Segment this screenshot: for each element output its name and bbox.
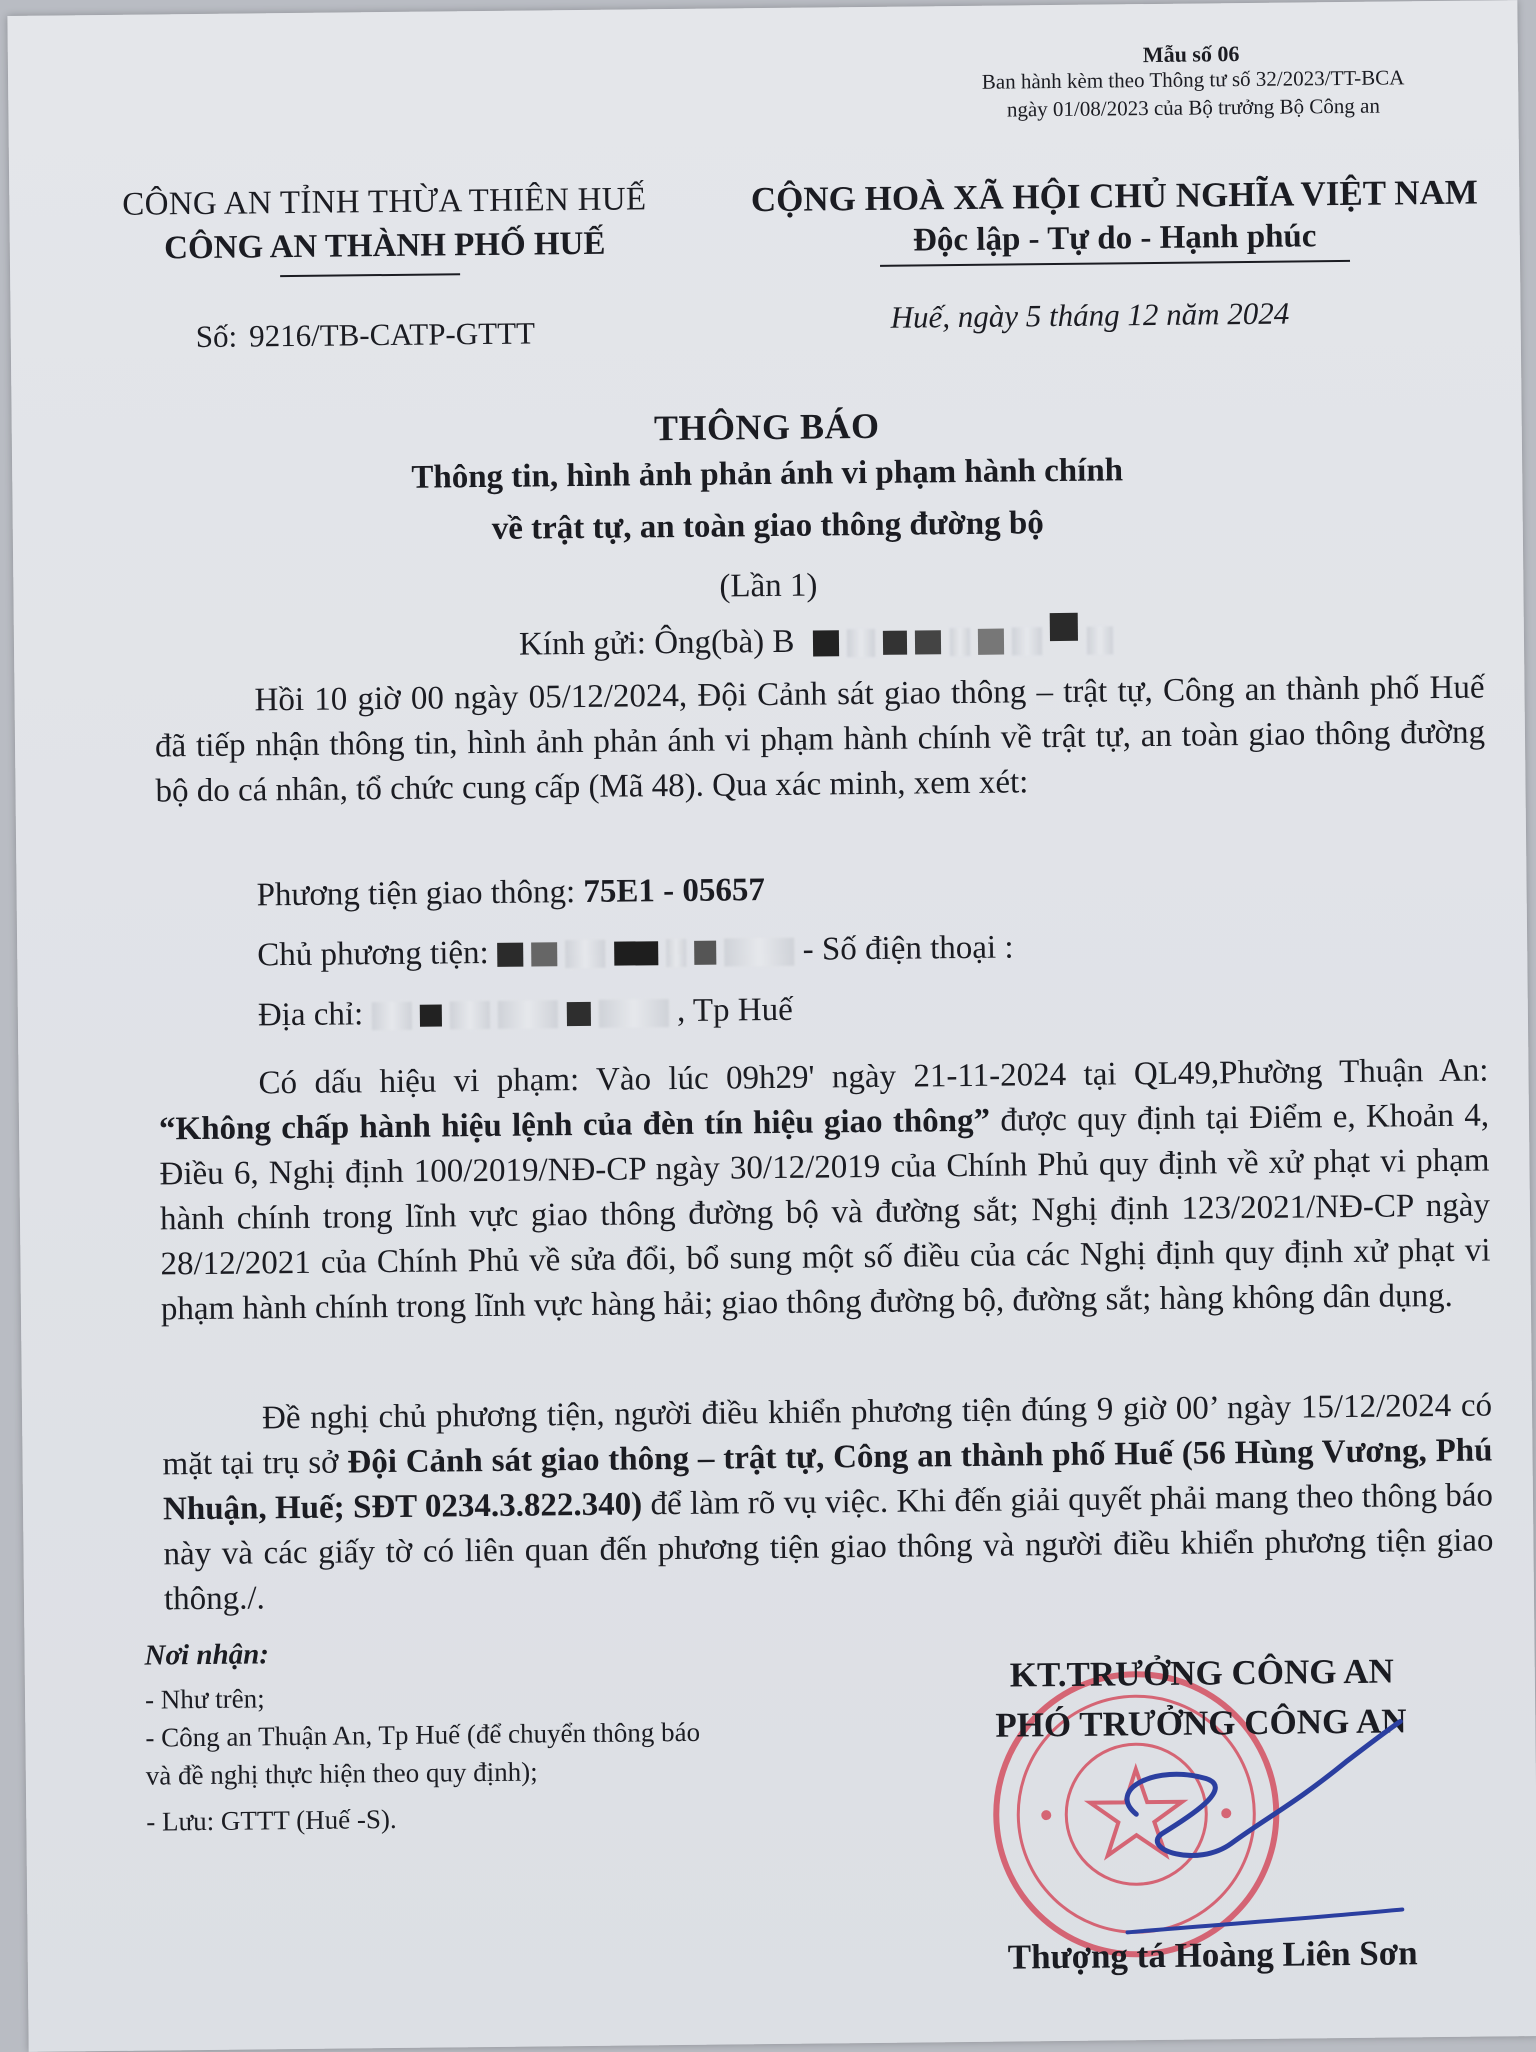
vehicle-label: Phương tiện giao thông: xyxy=(256,874,576,914)
motto-underline xyxy=(880,260,1350,267)
redacted-name xyxy=(802,620,1112,659)
address-label: Địa chỉ: xyxy=(257,996,364,1034)
document-number-value: 9216/TB-CATP-GTTT xyxy=(248,315,536,354)
place-date: Huế, ngày 5 tháng 12 năm 2024 xyxy=(890,295,1290,335)
national-title: CỘNG HOÀ XÃ HỘI CHỦ NGHĨA VIỆT NAM xyxy=(750,172,1478,220)
agency-underline xyxy=(280,273,460,277)
recipients-item: và đề nghị thực hiện theo quy định); xyxy=(145,1756,538,1791)
form-reference-line2: ngày 01/08/2023 của Bộ trưởng Bộ Công an xyxy=(1006,93,1381,122)
owner-field xyxy=(257,929,1014,974)
recipient-line xyxy=(519,620,1113,663)
signature-title-line1: KT.TRƯỞNG CÔNG AN xyxy=(1009,1651,1395,1695)
handwritten-signature xyxy=(1065,1691,1408,1955)
document-number-label: Số: xyxy=(195,318,238,355)
notice-count: (Lần 1) xyxy=(719,567,818,605)
document-title: THÔNG BÁO xyxy=(653,405,880,449)
address-city: , Tp Huế xyxy=(676,991,793,1030)
violation-legal-basis: được quy định tại Điểm e, Khoản 4, Điều 6, Nghị định 100/2019/NĐ-CP ngày 30/12/2019 của Chính Phủ quy định về xử phạt vi phạm hành chính trong lĩnh vực giao thông đường bộ và đường sắt; Nghị định 123/2021/NĐ-CP ngày 28/12/2021 của Chính Phủ về sửa đổi, bổ sung một số điều của các Nghị định quy định xử phạt vi phạm hành chính trong lĩnh vực hàng hải; giao thông đường bộ, đường sắt; hàng không dân dụng. xyxy=(159,1097,1491,1328)
redacted-owner xyxy=(497,932,803,971)
paragraph-intro: Hồi 10 giờ 00 ngày 05/12/2024, Đội Cảnh sát giao thông – trật tự, Công an thành phố Huế đã tiếp nhận thông tin, hình ảnh phản ánh vi phạm hành chính về trật tự, an toàn giao thông đường bộ do cá nhân, tổ chức cung cấp (Mã 48). Qua xác minh, xem xét: xyxy=(154,669,1486,810)
signature-title-line2: PHÓ TRƯỞNG CÔNG AN xyxy=(995,1701,1407,1745)
recipients-title: Nơi nhận: xyxy=(144,1638,270,1672)
redacted-address xyxy=(371,993,677,1032)
violation-description: “Không chấp hành hiệu lệnh của đèn tín hiệu giao thông” xyxy=(158,1102,991,1148)
agency-name: CÔNG AN THÀNH PHỐ HUẾ xyxy=(163,225,606,267)
recipients-item: - Như trên; xyxy=(144,1683,265,1715)
form-reference xyxy=(928,63,1459,125)
violation-intro: Có dấu hiệu vi phạm: Vào lúc 09h29' ngày 21-11-2024 tại QL49,Phường Thuận An: xyxy=(258,1052,1489,1102)
recipient-label: Kính gửi: Ông(bà) B xyxy=(518,623,795,663)
phone-label: - Số điện thoại : xyxy=(802,929,1014,968)
form-number: Mẫu số 06 xyxy=(1142,41,1240,68)
document-number xyxy=(196,315,536,355)
office-address: Đội Cảnh sát giao thông – trật tự, Công an thành phố Huế (56 Hùng Vương, Phú Nhuận, Huế; SĐT 0234.3.822.340) xyxy=(162,1432,1493,1528)
recipients-item: - Lưu: GTTT (Huế -S). xyxy=(146,1803,397,1837)
document-page xyxy=(7,0,1536,2052)
paragraph-request xyxy=(162,1383,1494,1622)
vehicle-field xyxy=(256,872,765,914)
request-intro: Đề nghị chủ phương tiện, người điều khiển phương tiện đúng 9 giờ 00’ ngày 15/12/2024 có mặt tại trụ sở xyxy=(162,1387,1493,1483)
request-instructions: để làm rõ vụ việc. Khi đến giải quyết phải mang theo thông báo này và các giấy tờ có liên quan đến phương tiện giao thông và người điều khiển phương tiện giao thông./. xyxy=(163,1477,1494,1618)
recipients-item: - Công an Thuận An, Tp Huế (để chuyển thông báo xyxy=(145,1716,701,1753)
address-field xyxy=(258,992,793,1035)
owner-label: Chủ phương tiện: xyxy=(257,934,489,974)
signer-name: Thượng tá Hoàng Liên Sơn xyxy=(1007,1933,1418,1977)
paragraph-violation xyxy=(158,1049,1491,1333)
document-subtitle-line2: về trật tự, an toàn giao thông đường bộ xyxy=(491,505,1044,547)
vehicle-plate: 75E1 - 05657 xyxy=(583,872,766,910)
document-subtitle-line1: Thông tin, hình ảnh phản ánh vi phạm hành chính xyxy=(411,452,1124,496)
agency-parent: CÔNG AN TỈNH THỪA THIÊN HUẾ xyxy=(122,181,647,223)
form-reference-line1: Ban hành kèm theo Thông tư số 32/2023/TT-BCA xyxy=(981,65,1405,94)
national-motto: Độc lập - Tự do - Hạnh phúc xyxy=(912,218,1317,259)
